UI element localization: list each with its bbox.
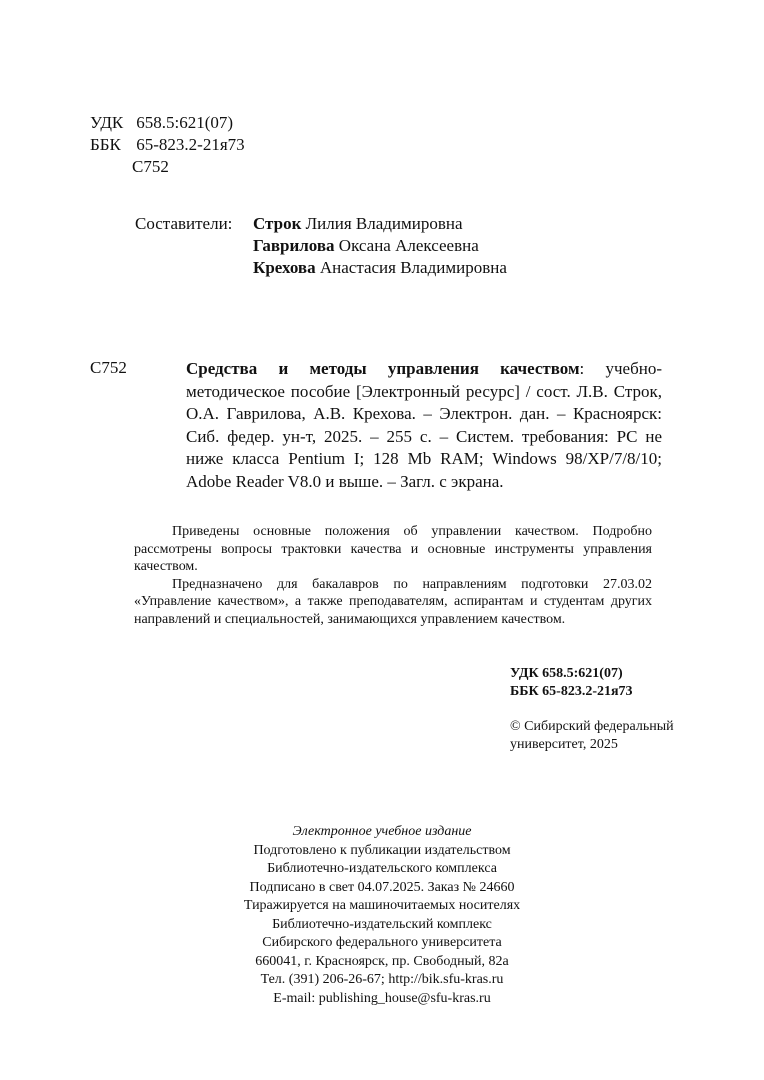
compilers-list <box>253 213 507 279</box>
imprint-address: 660041, г. Красноярск, пр. Свободный, 82а <box>255 953 509 969</box>
compiler-3 <box>253 257 507 279</box>
bbk-line <box>90 134 245 156</box>
compiler-1 <box>253 213 507 235</box>
imprint-line: Тиражируется на машиночитаемых носителях <box>243 898 521 913</box>
abstract <box>134 523 652 628</box>
compiler-surname: Строк <box>253 214 302 233</box>
copyright-line: © Сибирский федеральный <box>510 719 674 734</box>
bbk-label: ББК <box>90 135 121 154</box>
udk-label: УДК <box>90 113 124 132</box>
bbk-code: ББК 65-823.2-21я73 <box>510 684 633 699</box>
compiler-name: Анастасия Владимировна <box>319 258 507 277</box>
compiler-surname: Гаврилова <box>253 236 335 255</box>
imprint-line: Библиотечно-издательского комплекса <box>267 861 497 876</box>
abstract-paragraph: Приведены основные положения об управлении качеством. Подробно рассмотрены вопросы трактовки качества и основные инструменты управления качеством. <box>134 524 652 574</box>
compiler-surname: Крехова <box>253 258 316 277</box>
imprint-line: Подготовлено к публикации издательством <box>253 842 511 858</box>
edition-type: Электронное учебное издание <box>292 824 472 839</box>
udk-code: УДК 658.5:621(07) <box>510 666 623 681</box>
citation-title: Средства и методы управления качеством <box>186 359 580 378</box>
imprint-email: E-mail: publishing_house@sfu-kras.ru <box>273 990 491 1006</box>
compiler-name: Лилия Владимировна <box>305 214 463 233</box>
citation-text <box>186 358 662 493</box>
copyright <box>510 718 674 754</box>
author-mark: С752 <box>132 157 169 176</box>
compiler-2 <box>253 235 507 257</box>
compilers-label: Составители: <box>135 214 233 233</box>
imprint-phone-website: Тел. (391) 206-26-67; http://bik.sfu-kras.ru <box>260 972 504 987</box>
classification-codes <box>510 665 633 701</box>
bbk-value: 65-823.2-21я73 <box>136 135 245 154</box>
copyright-line: университет, 2025 <box>510 737 618 752</box>
compiler-name: Оксана Алексеевна <box>338 236 479 255</box>
classification-header <box>90 112 245 178</box>
udk-line <box>90 112 245 134</box>
imprint-line: Подписано в свет 04.07.2025. Заказ № 24660 <box>249 879 515 895</box>
imprint <box>0 823 764 1008</box>
imprint-line: Библиотечно-издательский комплекс <box>272 916 492 932</box>
citation-details: : учебно-методическое пособие [Электронный ресурс] / сост. Л.В. Строк, О.А. Гаврилова, А.В. Крехова. – Электрон. дан. – Красноярск: Сиб. федер. ун-т, 2025. – 255 с. – Систем. требования: PC не ниже класса Pentium I; 128 Mb RAM; Windows 98/XP/7/8/10; Adobe Reader V8.0 и выше. – Загл. с экрана. <box>186 359 662 491</box>
citation-code: С752 <box>90 358 127 377</box>
abstract-paragraph: Предназначено для бакалавров по направлениям подготовки 27.03.02 «Управление качеством», а также преподавателям, аспирантам и студентам других направлений и специальностей, занимающихся управлением качеством. <box>134 576 652 627</box>
imprint-line: Сибирского федерального университета <box>262 935 502 950</box>
udk-value: 658.5:621(07) <box>136 113 234 132</box>
